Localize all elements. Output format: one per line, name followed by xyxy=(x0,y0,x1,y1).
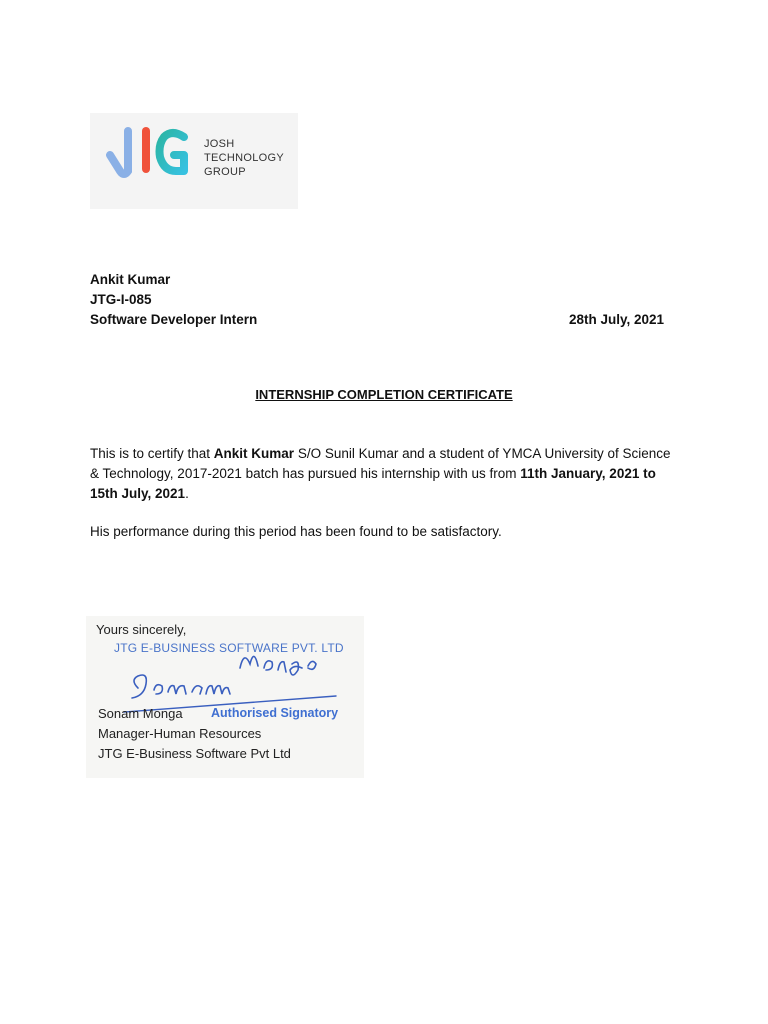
recipient-header xyxy=(90,270,664,330)
body-intro: This is to certify that xyxy=(90,446,214,461)
recipient-name: Ankit Kumar xyxy=(90,272,171,287)
body-dates: 11th January, 2021 to 15th July, 2021 xyxy=(90,466,656,501)
logo-line-3: GROUP xyxy=(204,166,246,178)
issue-date: 28th July, 2021 xyxy=(568,312,664,327)
signatory-title: Manager-Human Resources xyxy=(98,726,262,741)
jtg-logo-icon xyxy=(102,121,194,183)
handwritten-signature-icon xyxy=(116,636,356,716)
body-end: . xyxy=(185,486,189,501)
recipient-role-row xyxy=(90,310,664,330)
closing-line: Yours sincerely, xyxy=(96,622,187,637)
certificate-body-paragraph xyxy=(90,444,680,504)
performance-statement: His performance during this period has been found to be satisfactory. xyxy=(90,524,502,539)
signature-block xyxy=(86,616,364,778)
logo-wordmark xyxy=(204,137,284,179)
logo-line-2: TECHNOLOGY xyxy=(204,152,285,164)
body-student-name: Ankit Kumar xyxy=(213,446,295,461)
recipient-id: JTG-I-085 xyxy=(90,292,152,307)
signatory-company: JTG E-Business Software Pvt Ltd xyxy=(98,746,291,761)
company-logo xyxy=(90,113,298,209)
authorised-signatory-stamp: Authorised Signatory xyxy=(211,706,339,720)
logo-line-1: JOSH xyxy=(204,138,235,150)
recipient-role: Software Developer Intern xyxy=(90,312,258,327)
company-stamp: JTG E-BUSINESS SOFTWARE PVT. LTD xyxy=(114,641,344,655)
certificate-title: INTERNSHIP COMPLETION CERTIFICATE xyxy=(255,387,513,402)
signatory-name: Sonam Monga xyxy=(98,706,183,721)
body-details: S/O Sunil Kumar and a student of YMCA University of Science & Technology, 2017-2021 batch has pursued his internship with us from xyxy=(90,446,671,481)
